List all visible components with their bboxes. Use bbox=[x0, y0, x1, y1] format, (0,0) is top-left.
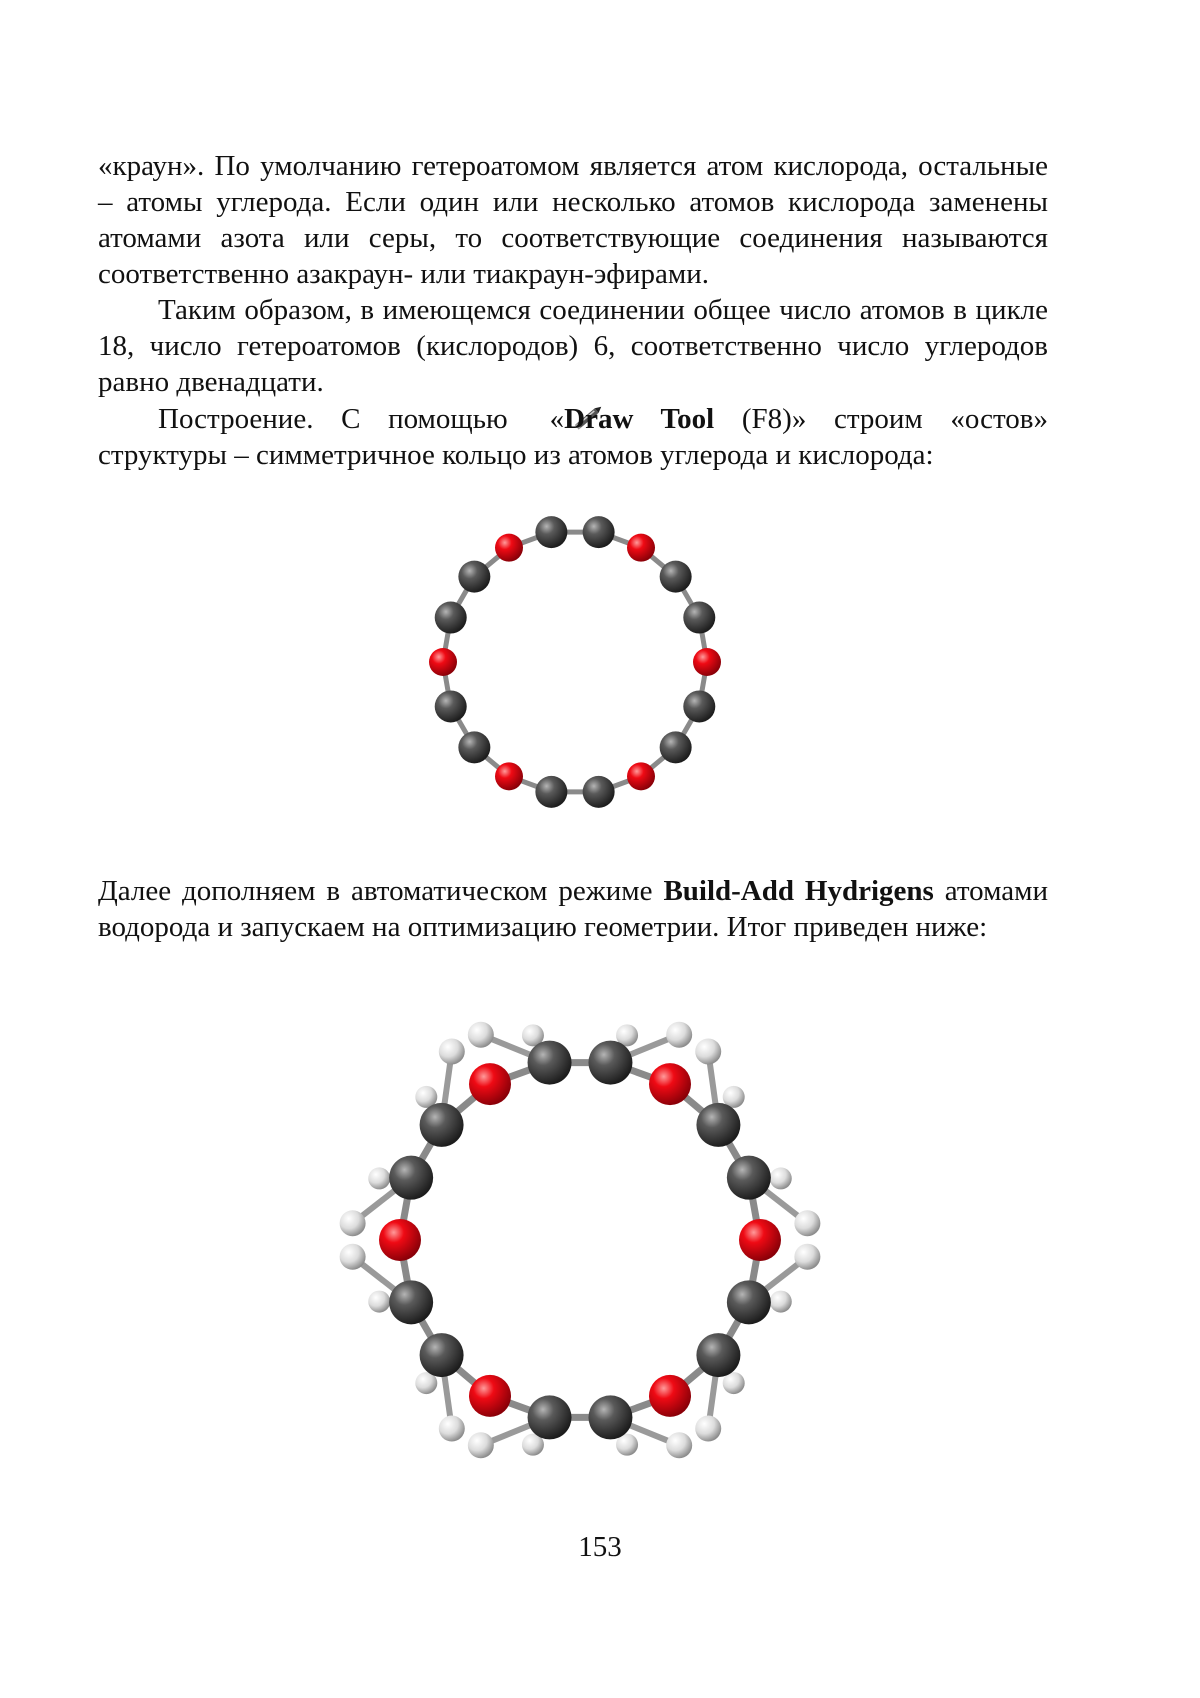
hydrogen-atom bbox=[794, 1210, 820, 1236]
carbon-atom bbox=[535, 776, 567, 808]
carbon-atom bbox=[458, 561, 490, 593]
hydrogen-atom bbox=[770, 1167, 792, 1189]
carbon-atom bbox=[583, 516, 615, 548]
paragraph-crown-definition: «краун». По умолчанию гетероатомом является атом кислорода, остальные – атомы углерода. Если один или несколько атомов кислорода заменены атомами азота или серы, то соответствующие соединения называются соответственно азакраун- или тиакраун-эфирами. bbox=[98, 150, 1048, 290]
carbon-atom bbox=[588, 1395, 632, 1439]
oxygen-atom bbox=[649, 1063, 691, 1105]
build-add-hydrogens-command: Build-Add Hydrigens bbox=[663, 875, 934, 907]
hydrogen-atom bbox=[439, 1038, 465, 1064]
carbon-atom bbox=[683, 690, 715, 722]
hydrogen-atom bbox=[666, 1022, 692, 1048]
oxygen-atom bbox=[693, 648, 721, 676]
draw-tool-name: Draw Tool bbox=[564, 403, 715, 435]
hydrogen-atom bbox=[340, 1210, 366, 1236]
oxygen-atom bbox=[429, 648, 457, 676]
carbon-atom bbox=[535, 516, 567, 548]
open-quote: « bbox=[549, 403, 565, 435]
optimized-crown-ether-figure bbox=[320, 1000, 840, 1480]
paragraph-atom-counts: Таким образом, в имеющемся соединении общее число атомов в цикле 18, число гетероатомов (кислородов) 6, соответственно число углеродов равно двенадцати. bbox=[98, 294, 1048, 398]
paragraph-construction bbox=[98, 401, 1048, 473]
oxygen-atom bbox=[379, 1219, 421, 1261]
pencil-icon bbox=[512, 402, 546, 432]
oxygen-atom bbox=[495, 762, 523, 790]
oxygen-atom bbox=[627, 534, 655, 562]
hydrogen-atom bbox=[468, 1022, 494, 1048]
oxygen-atom bbox=[627, 762, 655, 790]
oxygen-atom bbox=[649, 1375, 691, 1417]
oxygen-atom bbox=[469, 1063, 511, 1105]
page-number: 153 bbox=[578, 1531, 622, 1563]
hydrogens-text-after: атомами водорода и запускаем на оптимизацию геометрии. Итог приведен ниже: bbox=[98, 875, 1048, 943]
carbon-atom bbox=[660, 561, 692, 593]
carbon-atom bbox=[389, 1156, 433, 1200]
hydrogen-atom bbox=[340, 1244, 366, 1270]
carbon-atom bbox=[588, 1041, 632, 1085]
carbon-atom bbox=[696, 1333, 740, 1377]
hydrogen-atom bbox=[439, 1416, 465, 1442]
hydrogen-atom bbox=[368, 1291, 390, 1313]
oxygen-atom bbox=[495, 534, 523, 562]
carbon-atom bbox=[458, 731, 490, 763]
carbon-atom bbox=[389, 1280, 433, 1324]
construction-text-before: Построение. С помощью bbox=[158, 403, 508, 435]
oxygen-atom bbox=[739, 1219, 781, 1261]
hydrogen-atom bbox=[695, 1416, 721, 1442]
hydrogens-text-before: Далее дополняем в автоматическом режиме bbox=[98, 875, 664, 907]
construction-text-after: (F8)» строим «остов» структуры – симметричное кольцо из атомов углерода и кислорода: bbox=[98, 403, 1048, 471]
hydrogen-atom bbox=[468, 1432, 494, 1458]
hydrogen-atom bbox=[794, 1244, 820, 1270]
carbon-atom bbox=[583, 776, 615, 808]
carbon-atom bbox=[727, 1280, 771, 1324]
carbon-atom bbox=[528, 1041, 572, 1085]
carbon-atom bbox=[435, 690, 467, 722]
carbon-atom bbox=[435, 602, 467, 634]
carbon-atom bbox=[683, 602, 715, 634]
hydrogen-atom bbox=[695, 1038, 721, 1064]
hydrogen-atom bbox=[666, 1432, 692, 1458]
carbon-atom bbox=[420, 1103, 464, 1147]
carbon-atom bbox=[696, 1103, 740, 1147]
carbon-atom bbox=[660, 731, 692, 763]
carbon-atom bbox=[528, 1395, 572, 1439]
crown-ether-skeleton-figure bbox=[395, 497, 755, 827]
hydrogen-atom bbox=[368, 1167, 390, 1189]
paragraph-add-hydrogens bbox=[98, 873, 1048, 945]
hydrogen-atom bbox=[770, 1291, 792, 1313]
carbon-atom bbox=[420, 1333, 464, 1377]
oxygen-atom bbox=[469, 1375, 511, 1417]
carbon-atom bbox=[727, 1156, 771, 1200]
